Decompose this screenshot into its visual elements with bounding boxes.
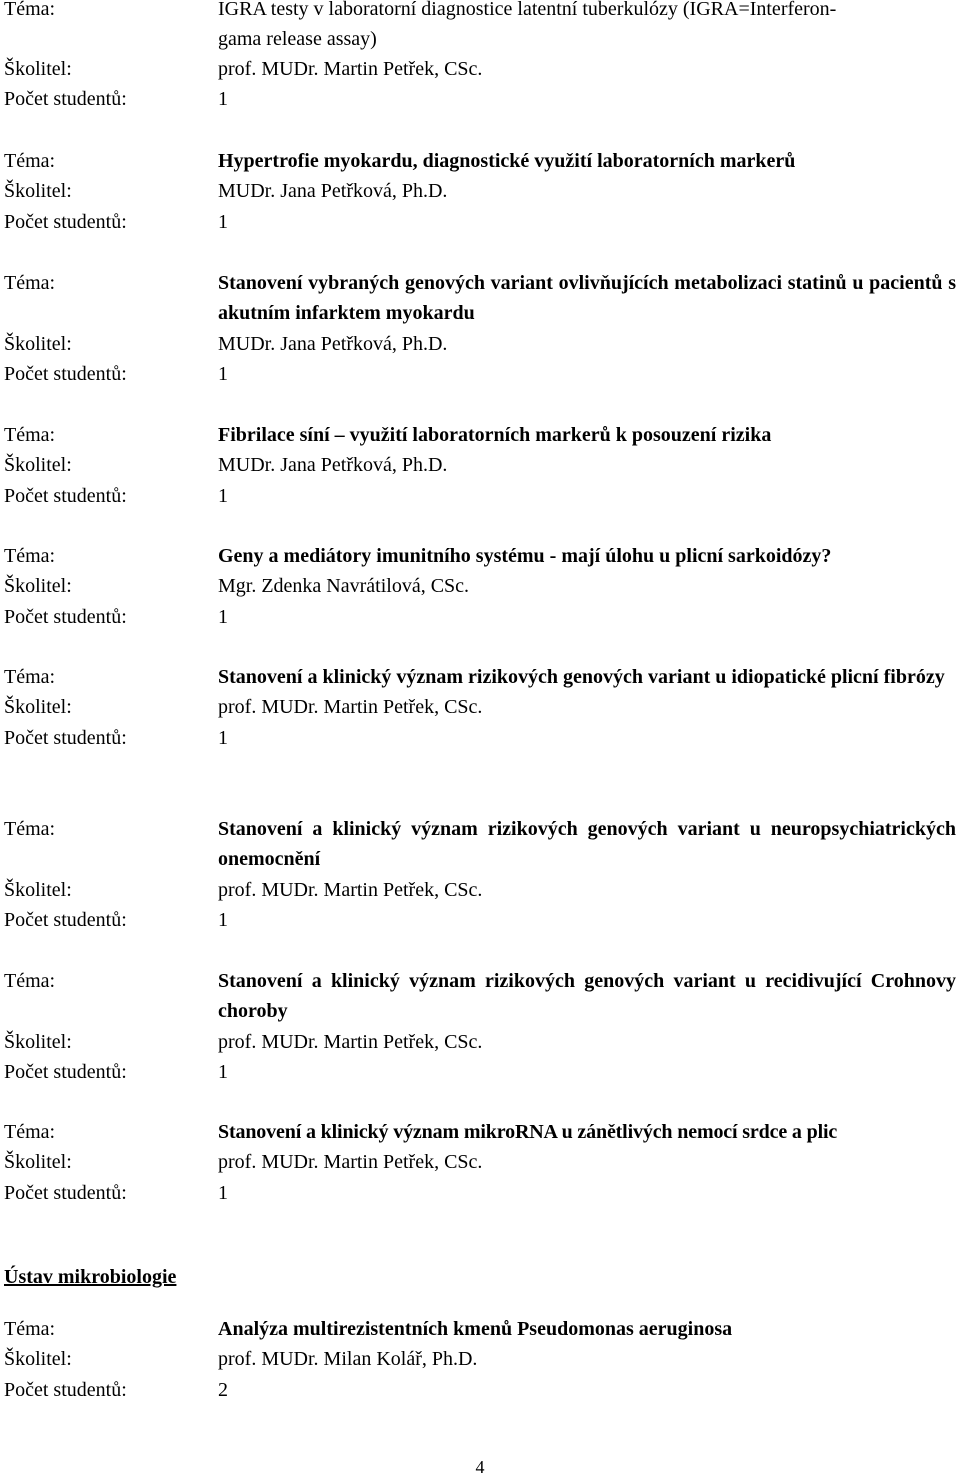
topic-label: Téma: — [4, 0, 56, 20]
students-value: 1 — [218, 484, 228, 507]
topic-value: Analýza multirezistentních kmenů Pseudomonas aeruginosa — [218, 1318, 733, 1340]
topic-row — [0, 541, 960, 571]
supervisor-row — [0, 571, 960, 601]
students-value: 1 — [218, 363, 228, 386]
topic-label: Téma: — [4, 666, 56, 688]
supervisor-row — [0, 54, 960, 84]
students-value: 1 — [218, 909, 228, 932]
supervisor-row — [0, 1147, 960, 1177]
topic-value: Hypertrofie myokardu, diagnostické využití laboratorních markerů — [218, 150, 796, 172]
students-value: 1 — [218, 210, 228, 233]
thesis-entry — [0, 268, 960, 390]
supervisor-value: prof. MUDr. Martin Petřek, CSc. — [218, 1030, 483, 1053]
topic-label: Téma: — [4, 150, 56, 172]
students-label: Počet studentů: — [4, 484, 127, 507]
topic-label: Téma: — [4, 818, 56, 840]
supervisor-value: prof. MUDr. Martin Petřek, CSc. — [218, 58, 483, 80]
supervisor-label: Školitel: — [4, 1348, 72, 1371]
topic-value — [218, 0, 960, 54]
thesis-entry — [0, 541, 960, 632]
supervisor-label: Školitel: — [4, 1030, 72, 1053]
supervisor-label: Školitel: — [4, 878, 72, 901]
supervisor-row — [0, 176, 960, 206]
topic-value: Stanovení vybraných genových variant ovlivňujících metabolizaci statinů u pacientů s akutním infarktem myokardu — [218, 272, 956, 325]
topic-row — [0, 966, 960, 1027]
supervisor-label: Školitel: — [4, 180, 72, 203]
topic-value: Stanovení a klinický význam rizikových genových variant u idiopatické plicní fibrózy — [218, 666, 945, 688]
thesis-entry — [0, 420, 960, 511]
topic-row — [0, 146, 960, 176]
thesis-entry — [0, 966, 960, 1088]
students-label: Počet studentů: — [4, 909, 127, 932]
supervisor-value: MUDr. Jana Petřková, Ph.D. — [218, 332, 448, 355]
students-label: Počet studentů: — [4, 363, 127, 386]
students-value: 1 — [218, 88, 228, 111]
students-value: 1 — [218, 1061, 228, 1084]
topic-row — [0, 0, 960, 54]
supervisor-row — [0, 450, 960, 480]
students-row — [0, 1178, 960, 1208]
topic-row — [0, 814, 960, 875]
supervisor-row — [0, 875, 960, 905]
page-number: 4 — [475, 1457, 485, 1477]
topic-title-line: gama release assay) — [218, 28, 377, 50]
thesis-entry — [0, 662, 960, 753]
supervisor-value: prof. MUDr. Martin Petřek, CSc. — [218, 1151, 483, 1174]
thesis-entry — [0, 146, 960, 237]
students-value: 1 — [218, 726, 228, 749]
students-label: Počet studentů: — [4, 210, 127, 233]
students-label: Počet studentů: — [4, 1181, 127, 1204]
supervisor-label: Školitel: — [4, 332, 72, 355]
supervisor-value: Mgr. Zdenka Navrátilová, CSc. — [218, 575, 470, 598]
students-row — [0, 905, 960, 935]
students-label: Počet studentů: — [4, 88, 127, 111]
topic-value: Stanovení a klinický význam rizikových genových variant u neuropsychiatrických onemocnění — [218, 818, 956, 871]
students-row — [0, 1375, 960, 1405]
supervisor-label: Školitel: — [4, 454, 72, 477]
topic-label: Téma: — [4, 1318, 56, 1340]
supervisor-label: Školitel: — [4, 575, 72, 598]
supervisor-label: Školitel: — [4, 58, 72, 80]
students-row — [0, 1057, 960, 1087]
topic-row — [0, 1117, 960, 1147]
topic-value: Geny a mediátory imunitního systému - mají úlohu u plicní sarkoidózy? — [218, 545, 832, 567]
students-row — [0, 359, 960, 389]
students-row — [0, 602, 960, 632]
supervisor-row — [0, 1344, 960, 1374]
supervisor-label: Školitel: — [4, 1151, 72, 1174]
students-label: Počet studentů: — [4, 1061, 127, 1084]
section-heading: Ústav mikrobiologie — [4, 1266, 177, 1288]
thesis-entry — [0, 1314, 960, 1405]
students-label: Počet studentů: — [4, 1378, 127, 1401]
students-label: Počet studentů: — [4, 605, 127, 628]
topic-row — [0, 662, 960, 692]
students-value: 2 — [218, 1378, 228, 1401]
students-label: Počet studentů: — [4, 726, 127, 749]
supervisor-label: Školitel: — [4, 696, 72, 719]
thesis-entry — [0, 814, 960, 936]
supervisor-value: prof. MUDr. Martin Petřek, CSc. — [218, 696, 483, 719]
supervisor-value: prof. MUDr. Martin Petřek, CSc. — [218, 878, 483, 901]
thesis-entry — [0, 1117, 960, 1208]
topic-title-line: IGRA testy v laboratorní diagnostice latentní tuberkulózy (IGRA=Interferon- — [218, 0, 837, 20]
thesis-entry — [0, 0, 960, 115]
topic-label: Téma: — [4, 1121, 56, 1143]
students-row — [0, 84, 960, 114]
topic-label: Téma: — [4, 272, 56, 294]
students-value: 1 — [218, 605, 228, 628]
supervisor-row — [0, 1027, 960, 1057]
topic-label: Téma: — [4, 424, 56, 446]
topic-row — [0, 1314, 960, 1344]
students-row — [0, 481, 960, 511]
supervisor-row — [0, 329, 960, 359]
topic-value: Stanovení a klinický význam mikroRNA u zánětlivých nemocí srdce a plic — [218, 1121, 838, 1143]
topic-value: Stanovení a klinický význam rizikových genových variant u recidivující Crohnovy choroby — [218, 970, 956, 1023]
topic-label: Téma: — [4, 970, 56, 992]
students-row — [0, 207, 960, 237]
students-row — [0, 723, 960, 753]
topic-label: Téma: — [4, 545, 56, 567]
topic-row — [0, 420, 960, 450]
supervisor-row — [0, 692, 960, 722]
topic-value: Fibrilace síní – využití laboratorních markerů k posouzení rizika — [218, 424, 772, 446]
supervisor-value: MUDr. Jana Petřková, Ph.D. — [218, 454, 448, 477]
supervisor-value: prof. MUDr. Milan Kolář, Ph.D. — [218, 1348, 478, 1371]
topic-row — [0, 268, 960, 329]
students-value: 1 — [218, 1181, 228, 1204]
supervisor-value: MUDr. Jana Petřková, Ph.D. — [218, 180, 448, 203]
